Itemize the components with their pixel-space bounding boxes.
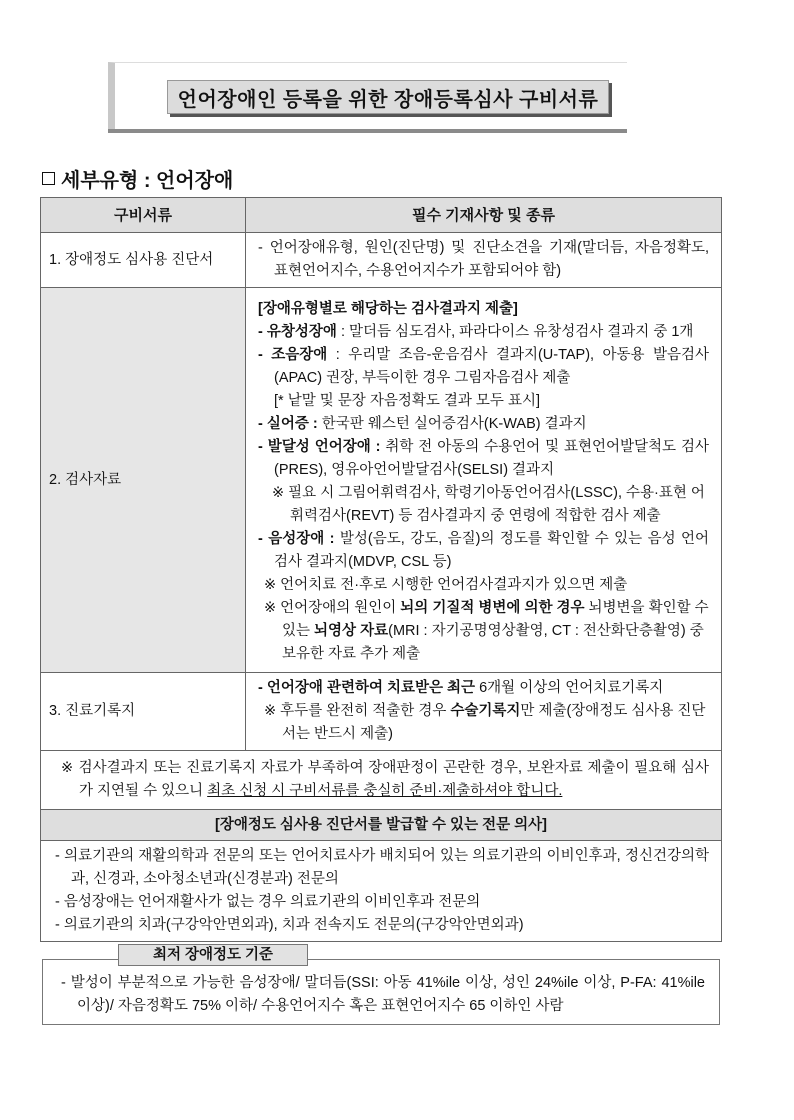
table-row <box>41 673 722 751</box>
header-documents: 구비서류 <box>41 198 246 233</box>
item-developmental-note: ※ 필요 시 그림어휘력검사, 학령기아동언어검사(LSSC), 수용·표현 어휘력검사(REVT) 등 검사결과지 중 연령에 적합한 검사 제출 <box>272 485 705 524</box>
therapy-record-line: - 언어장애 관련하여 치료받은 최근 6개월 이상의 언어치료기록지 <box>258 680 664 696</box>
page-title: 언어장애인 등록을 위한 장애등록심사 구비서류 <box>167 80 609 114</box>
experts-heading: [장애정도 심사용 진단서를 발급할 수 있는 전문 의사] <box>41 810 722 841</box>
criteria-label: 최저 장애정도 기준 <box>118 944 308 966</box>
item-articulation: - 조음장애 : 우리말 조음-운음검사 결과지(U-TAP), 아동용 발음검사(APAC) 권장, 부득이한 경우 그림자음검사 제출 <box>258 347 709 386</box>
experts-row <box>41 841 722 942</box>
table-row <box>41 233 722 288</box>
section-heading <box>42 164 233 193</box>
square-bullet-icon <box>42 172 55 185</box>
table-row <box>41 288 722 673</box>
item-voice: - 음성장애 : 발성(음도, 강도, 음질)의 정도를 확인할 수 있는 음성 언어 검사 결과지(MDVP, CSL 등) <box>258 531 710 570</box>
experts-heading-row <box>41 810 722 841</box>
row1-doc <box>41 233 246 288</box>
requirement-text: - 언어장애유형, 원인(진단명) 및 진단소견을 기재(말더듬, 자음정확도, 표현언어지수, 수용언어지수가 포함되어야 함) <box>258 240 709 279</box>
row1-content <box>246 233 722 288</box>
item-aphasia: - 실어증 : 한국판 웨스턴 실어증검사(K-WAB) 결과지 <box>258 416 587 432</box>
supplement-note-row <box>41 751 722 810</box>
note-brain-lesion: ※ 언어장애의 원인이 뇌의 기질적 병변에 의한 경우 뇌병변을 확인할 수 있는 뇌영상 자료(MRI : 자기공명영상촬영, CT : 전산화단층촬영) 중 보유한 자료 추가 제출 <box>264 600 709 662</box>
row2-doc: 2. 검사자료 <box>41 288 246 673</box>
row2-content <box>246 288 722 673</box>
list-item: - 음성장애는 언어재활사가 없는 경우 의료기관의 이비인후과 전문의 <box>55 894 481 910</box>
note-therapy: ※ 언어치료 전·후로 시행한 언어검사결과지가 있으면 제출 <box>264 577 628 593</box>
documents-table <box>40 197 722 942</box>
item-developmental: - 발달성 언어장애 : 취학 전 아동의 수용언어 및 표현언어발달척도 검사(PRES), 영유아언어발달검사(SELSI) 결과지 <box>258 439 709 478</box>
doc-label: 1. 장애정도 심사용 진단서 <box>49 251 214 268</box>
item-fluency: - 유창성장애 : 말더듬 심도검사, 파라다이스 유창성검사 결과지 중 1개 <box>258 324 694 340</box>
row2-heading: [장애유형별로 해당하는 검사결과지 제출] <box>258 301 518 317</box>
experts-list <box>41 841 722 942</box>
criteria-text: - 발성이 부분적으로 가능한 음성장애/ 말더듬(SSI: 아동 41%ile 이상, 성인 24%ile 이상, P-FA: 41%ile 이상)/ 자음정확도 75% 이하/ 수용언어지수 혹은 표현언어지수 65 이하인 사람 <box>61 975 705 1014</box>
surgery-record-note: ※ 후두를 완전히 적출한 경우 수술기록지만 제출(장애정도 심사용 진단서는 반드시 제출) <box>264 703 706 742</box>
table-header-row <box>41 198 722 233</box>
list-item: - 의료기관의 치과(구강악안면외과), 치과 전속지도 전문의(구강악안면외과) <box>55 917 524 933</box>
supplement-note: ※ 검사결과지 또는 진료기록지 자료가 부족하여 장애판정이 곤란한 경우, 보완자료 제출이 필요해 심사가 지연될 수 있으니 최초 신청 시 구비서류를 충실히 준비·제출하셔야 합니다. <box>41 751 722 810</box>
criteria-box <box>42 959 720 1025</box>
item-articulation-sub: [* 낱말 및 문장 자음정확도 결과 모두 표시] <box>274 393 541 409</box>
row3-content <box>246 673 722 751</box>
row3-doc: 3. 진료기록지 <box>41 673 246 751</box>
title-frame <box>108 62 627 129</box>
section-label: 세부유형 : 언어장애 <box>61 170 234 192</box>
header-requirements: 필수 기재사항 및 종류 <box>246 198 722 233</box>
list-item: - 의료기관의 재활의학과 전문의 또는 언어치료사가 배치되어 있는 의료기관의 이비인후과, 정신건강의학과, 신경과, 소아청소년과(신경분과) 전문의 <box>55 848 709 887</box>
